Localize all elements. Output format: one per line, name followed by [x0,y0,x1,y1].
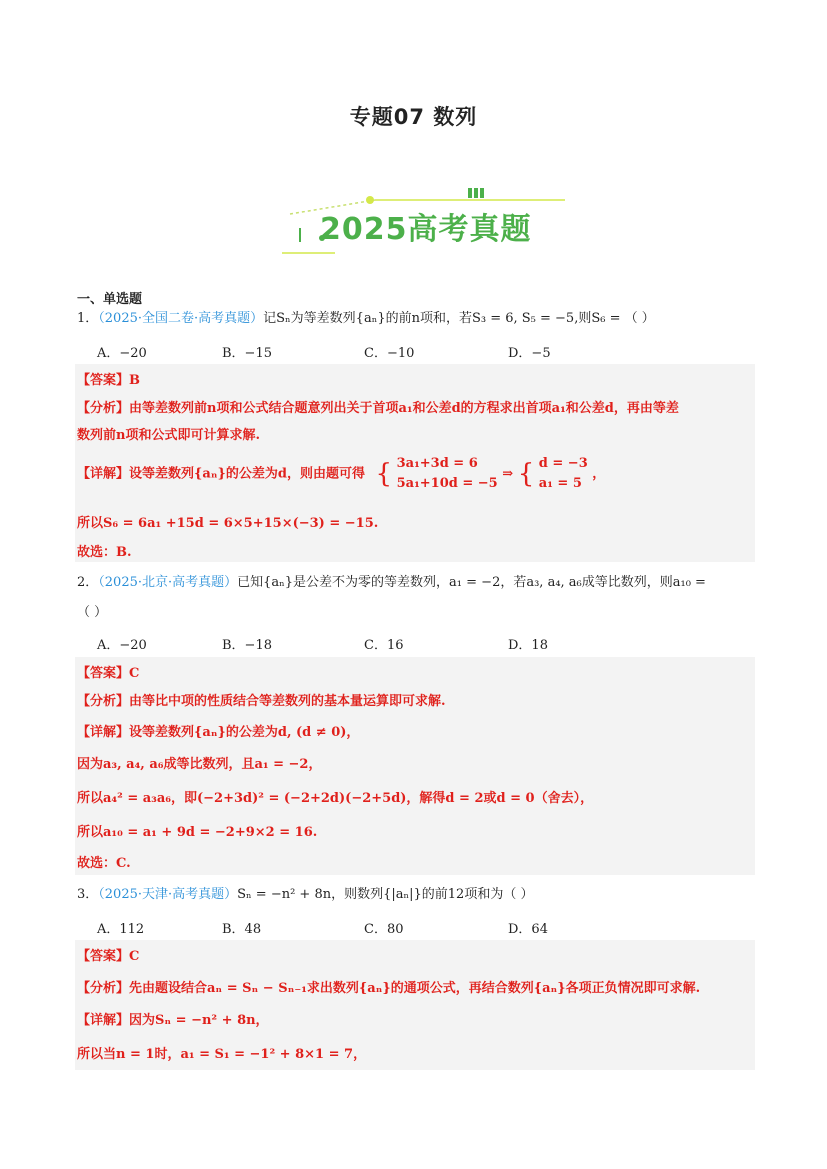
question-text: 记Sₙ为等差数列{aₙ}的前n项和，若S₃ = 6, S₅ = −5,则S₆ = （ ） [263,311,655,326]
page-title: 专题07 数列 [349,105,478,129]
answer: 【答案】B [77,373,140,388]
question-number: 1． [77,311,99,326]
analysis-line-1: 【分析】由等比中项的性质结合等差数列的基本量运算即可求解. [77,694,446,709]
question-1-stem [77,310,655,328]
question-2-stem-cont: （ ） [77,605,108,620]
detail-line-1: 【详解】设等差数列{aₙ}的公差为d, (d ≠ 0)， [77,725,360,740]
banner-title: 2025高考真题 [320,212,532,247]
detail-line-3: 所以a₄² = a₃a₆，即(−2+3d)² = (−2+2d)(−2+5d)，解得d = 2或d = 0（舍去）， [77,791,594,806]
answer-block-2 [75,657,755,875]
section-heading: 一、单选题 [77,292,143,307]
option-a: A．−20 [97,346,147,361]
question-number: 3． [77,887,99,902]
equation-system: { 3a₁+3d = 6 5a₁+10d = −5 ⇒ { d = −3 a₁ = 5 ， [376,454,606,494]
solution-2: a₁ = 5 [538,476,582,491]
equation-1: 3a₁+3d = 6 [396,456,478,471]
choose-line: 故选：B. [77,545,132,560]
question-source: （2025·北京·高考真题） [98,575,238,590]
implies-arrow: ⇒ [502,466,514,482]
answer: 【答案】C [77,666,140,681]
analysis-line-1: 【分析】由等差数列前n项和公式结合题意列出关于首项a₁和公差d的方程求出首项a₁和公差d，再由等差 [77,401,679,416]
option-b: B．−15 [222,346,272,361]
answer-block-1 [75,364,755,562]
answer-block-3 [75,940,755,1070]
question-3-stem [77,886,533,904]
option-d: D．−5 [508,346,551,361]
detail-line-4: 所以a₁₀ = a₁ + 9d = −2+9×2 = 16. [77,825,318,840]
therefore-line: 所以S₆ = 6a₁ +15d = 6×5+15×(−3) = −15. [77,516,379,531]
option-d: D．18 [508,638,548,653]
detail-line [77,454,605,494]
option-c: C．−10 [364,346,415,361]
option-c: C．16 [364,638,404,653]
answer: 【答案】C [77,949,140,964]
question-number: 2． [77,575,99,590]
analysis-line-2: 数列前n项和公式即可计算求解. [77,428,260,443]
question-text: Sₙ = −n² + 8n，则数列{|aₙ|}的前12项和为（ ） [237,887,534,902]
analysis-line-1: 【分析】先由题设结合aₙ = Sₙ − Sₙ₋₁求出数列{aₙ}的通项公式，再结合数列{aₙ}各项正负情况即可求解. [77,981,701,996]
detail-line-2: 所以当n = 1时，a₁ = S₁ = −1² + 8×1 = 7， [77,1047,367,1062]
option-a: A．−20 [97,638,147,653]
question-source: （2025·全国二卷·高考真题） [98,311,264,326]
choose-line: 故选：C. [77,856,131,871]
detail-prefix: 【详解】设等差数列{aₙ}的公差为d，则由题可得 [77,466,365,482]
option-b: B．48 [222,922,262,937]
solution-1: d = −3 [538,456,588,471]
equation-2: 5a₁+10d = −5 [396,476,498,491]
detail-suffix: ， [592,466,606,482]
option-a: A．112 [97,922,145,937]
option-c: C．80 [364,922,404,937]
question-source: （2025·天津·高考真题） [98,887,238,902]
option-d: D．64 [508,922,548,937]
detail-line-2: 因为a₃, a₄, a₆成等比数列，且a₁ = −2， [77,757,322,772]
question-2-stem [77,574,706,592]
question-text: 已知{aₙ}是公差不为零的等差数列，a₁ = −2，若a₃, a₄, a₆成等比数列，则a₁₀ = [237,575,706,590]
option-b: B．−18 [222,638,272,653]
detail-line-1: 【详解】因为Sₙ = −n² + 8n， [77,1013,269,1028]
